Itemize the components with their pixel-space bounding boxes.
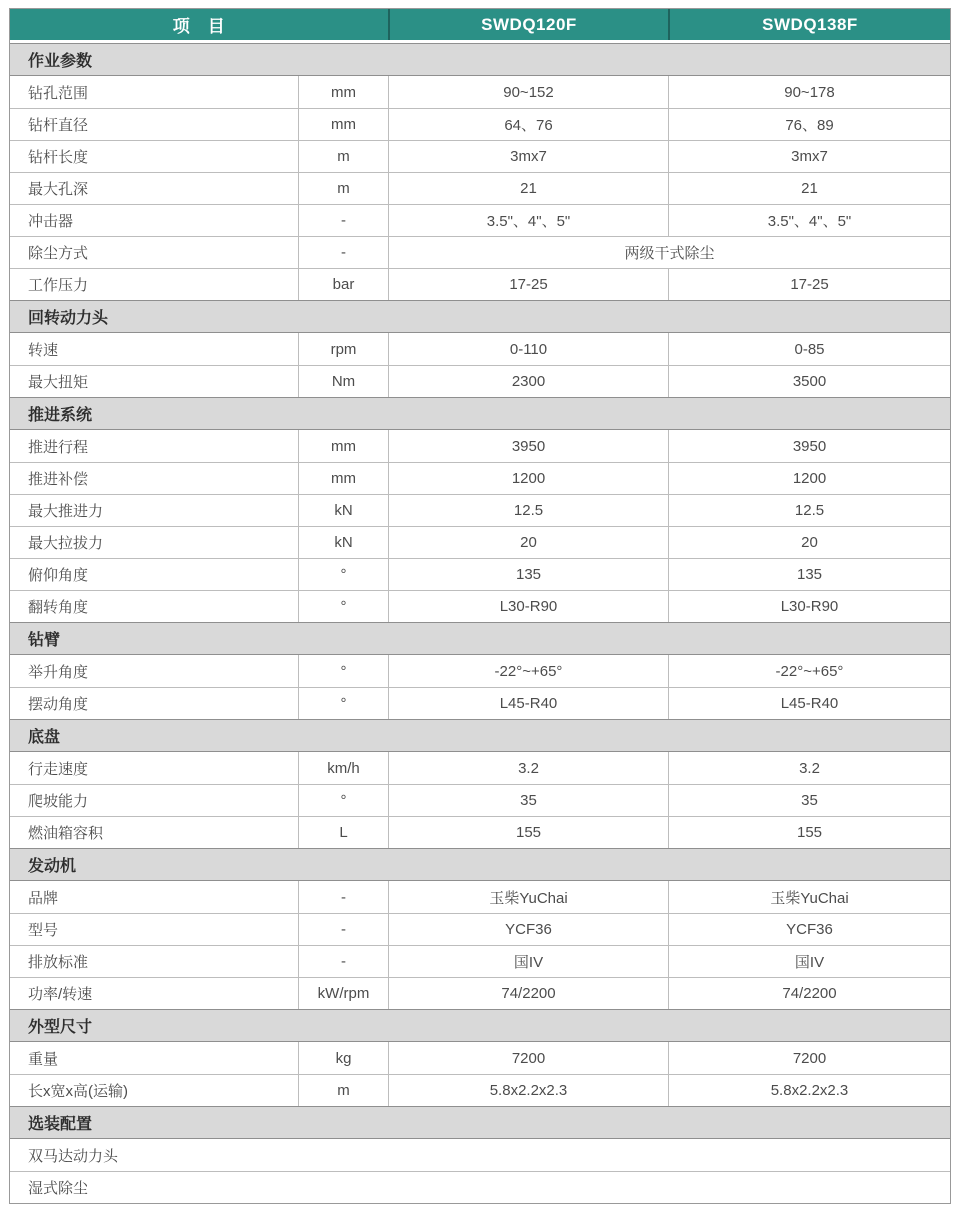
row-value-swdq120f: 90~152 <box>388 76 668 108</box>
row-label: 排放标准 <box>28 954 89 971</box>
row-unit: - <box>298 914 388 945</box>
table-row <box>10 687 950 719</box>
row-unit: - <box>298 946 388 977</box>
section-rows <box>10 655 950 719</box>
row-label: 最大推进力 <box>28 503 104 520</box>
row-unit: kN <box>298 495 388 526</box>
row-unit: ° <box>298 785 388 816</box>
row-unit: - <box>298 881 388 913</box>
row-label: 摆动角度 <box>28 696 89 713</box>
row-value-swdq138f: 74/2200 <box>668 978 950 1009</box>
row-unit: - <box>298 237 388 268</box>
row-value-swdq138f: 12.5 <box>668 495 950 526</box>
row-value-swdq138f: 3.2 <box>668 752 950 784</box>
row-value-swdq138f: 0-85 <box>668 333 950 365</box>
row-value-swdq120f: 155 <box>388 817 668 848</box>
row-value-swdq138f: 17-25 <box>668 269 950 300</box>
section-header: 回转动力头 <box>10 300 950 333</box>
section-rows <box>10 430 950 622</box>
row-label: 钻杆长度 <box>28 149 89 166</box>
table-row <box>10 430 950 462</box>
table-row <box>10 590 950 622</box>
row-value-swdq138f: 35 <box>668 785 950 816</box>
row-value-swdq120f: 64、76 <box>388 109 668 140</box>
row-value-swdq120f: -22°~+65° <box>388 655 668 687</box>
table-row <box>10 655 950 687</box>
row-value-swdq138f: 21 <box>668 173 950 204</box>
row-unit: kW/rpm <box>298 978 388 1009</box>
table-row <box>10 140 950 172</box>
row-value-swdq120f: 玉柴YuChai <box>388 881 668 913</box>
row-value-swdq138f: 76、89 <box>668 109 950 140</box>
row-unit: m <box>298 173 388 204</box>
row-unit: kN <box>298 527 388 558</box>
row-label: 爬坡能力 <box>28 793 89 810</box>
row-unit: mm <box>298 430 388 462</box>
row-label: 品牌 <box>28 889 59 907</box>
table-row <box>10 558 950 590</box>
row-value-swdq138f: L45-R40 <box>668 688 950 719</box>
row-value-swdq120f: 135 <box>388 559 668 590</box>
section-header: 选装配置 <box>10 1106 950 1139</box>
row-value-swdq138f: 135 <box>668 559 950 590</box>
row-label: 冲击器 <box>28 213 74 230</box>
row-label: 除尘方式 <box>28 245 89 262</box>
row-label: 钻杆直径 <box>28 117 89 134</box>
row-value-swdq138f: 玉柴YuChai <box>668 881 950 913</box>
header-model-swdq120f: SWDQ120F <box>388 9 668 40</box>
row-value-swdq120f: 74/2200 <box>388 978 668 1009</box>
row-value-swdq138f: YCF36 <box>668 914 950 945</box>
table-row <box>10 977 950 1009</box>
table-row <box>10 1074 950 1106</box>
row-value-swdq138f: -22°~+65° <box>668 655 950 687</box>
row-label: 钻孔范围 <box>28 84 89 102</box>
row-value-swdq120f: 17-25 <box>388 269 668 300</box>
table-row <box>10 236 950 268</box>
row-unit: ° <box>298 655 388 687</box>
row-value-swdq138f: 3.5"、4"、5" <box>668 205 950 236</box>
row-label: 转速 <box>28 341 59 359</box>
row-value-swdq120f: 3mx7 <box>388 141 668 172</box>
row-value-swdq120f: 20 <box>388 527 668 558</box>
row-value-swdq138f: 国IV <box>668 946 950 977</box>
row-value-swdq138f: 20 <box>668 527 950 558</box>
row-unit: bar <box>298 269 388 300</box>
table-row <box>10 881 950 913</box>
section-header: 推进系统 <box>10 397 950 430</box>
row-label: 举升角度 <box>28 663 89 681</box>
row-label: 燃油箱容积 <box>28 825 104 842</box>
table-row <box>10 76 950 108</box>
table-row <box>10 268 950 300</box>
row-label: 长x宽x高(运输) <box>28 1083 128 1100</box>
row-label: 俯仰角度 <box>28 567 89 584</box>
row-label: 推进行程 <box>28 438 89 456</box>
row-value-swdq138f: 3500 <box>668 366 950 397</box>
table-header-row <box>10 9 950 40</box>
row-label: 工作压力 <box>28 277 89 294</box>
section-rows <box>10 1042 950 1106</box>
row-value-swdq120f: 国IV <box>388 946 668 977</box>
row-label: 推进补偿 <box>28 471 89 488</box>
row-value-swdq138f: 5.8x2.2x2.3 <box>668 1075 950 1106</box>
row-value-swdq138f: 1200 <box>668 463 950 494</box>
table-row <box>10 913 950 945</box>
table-row <box>10 172 950 204</box>
table-row <box>10 1042 950 1074</box>
section-rows <box>10 752 950 848</box>
row-unit: L <box>298 817 388 848</box>
row-value-swdq120f: 35 <box>388 785 668 816</box>
row-unit: ° <box>298 688 388 719</box>
table-row <box>10 752 950 784</box>
section-header: 发动机 <box>10 848 950 881</box>
table-row <box>10 1171 950 1203</box>
row-unit: mm <box>298 76 388 108</box>
row-value-swdq120f: L30-R90 <box>388 591 668 622</box>
table-row <box>10 462 950 494</box>
row-value-swdq138f: 3mx7 <box>668 141 950 172</box>
table-row <box>10 526 950 558</box>
section-rows <box>10 76 950 300</box>
row-unit: Nm <box>298 366 388 397</box>
row-label: 翻转角度 <box>28 599 89 616</box>
section-header: 作业参数 <box>10 43 950 76</box>
row-label: 最大扭矩 <box>28 374 89 391</box>
row-value-swdq120f: YCF36 <box>388 914 668 945</box>
row-unit: mm <box>298 463 388 494</box>
row-value-swdq120f: 7200 <box>388 1042 668 1074</box>
section-header: 底盘 <box>10 719 950 752</box>
row-value-swdq138f: 155 <box>668 817 950 848</box>
row-value-swdq120f: 2300 <box>388 366 668 397</box>
row-label: 最大拉拔力 <box>28 535 104 552</box>
row-value-swdq138f: L30-R90 <box>668 591 950 622</box>
section-header: 钻臂 <box>10 622 950 655</box>
table-row <box>10 204 950 236</box>
table-row <box>10 945 950 977</box>
row-unit: ° <box>298 591 388 622</box>
table-row <box>10 333 950 365</box>
row-unit: ° <box>298 559 388 590</box>
section-rows <box>10 333 950 397</box>
section-rows <box>10 1139 950 1203</box>
row-value-swdq120f: 5.8x2.2x2.3 <box>388 1075 668 1106</box>
table-row <box>10 494 950 526</box>
section-rows <box>10 881 950 1009</box>
row-value-swdq120f: 3.5"、4"、5" <box>388 205 668 236</box>
row-label: 功率/转速 <box>28 986 93 1003</box>
row-value-swdq138f: 7200 <box>668 1042 950 1074</box>
row-label: 最大孔深 <box>28 181 89 198</box>
row-value-merged: 两级干式除尘 <box>388 237 950 268</box>
row-unit: rpm <box>298 333 388 365</box>
row-label: 湿式除尘 <box>28 1180 89 1197</box>
row-value-swdq120f: 0-110 <box>388 333 668 365</box>
table-row <box>10 365 950 397</box>
row-label: 行走速度 <box>28 760 89 778</box>
section-header: 外型尺寸 <box>10 1009 950 1042</box>
row-value-swdq120f: 3950 <box>388 430 668 462</box>
row-value-swdq138f: 90~178 <box>668 76 950 108</box>
row-value-swdq120f: 21 <box>388 173 668 204</box>
row-unit: - <box>298 205 388 236</box>
row-unit: m <box>298 141 388 172</box>
table-row <box>10 108 950 140</box>
row-unit: m <box>298 1075 388 1106</box>
row-value-swdq138f: 3950 <box>668 430 950 462</box>
row-value-swdq120f: 12.5 <box>388 495 668 526</box>
table-row <box>10 1139 950 1171</box>
table-row <box>10 816 950 848</box>
table-body <box>10 43 950 1203</box>
row-value-swdq120f: 3.2 <box>388 752 668 784</box>
row-unit: kg <box>298 1042 388 1074</box>
row-value-swdq120f: L45-R40 <box>388 688 668 719</box>
row-unit: mm <box>298 109 388 140</box>
row-value-swdq120f: 1200 <box>388 463 668 494</box>
row-label: 双马达动力头 <box>28 1147 119 1165</box>
row-unit: km/h <box>298 752 388 784</box>
row-label: 重量 <box>28 1050 59 1068</box>
header-model-swdq138f: SWDQ138F <box>668 9 950 40</box>
spec-table <box>9 8 951 1204</box>
row-label: 型号 <box>28 922 59 939</box>
table-row <box>10 784 950 816</box>
header-item-column: 项 目 <box>172 17 226 36</box>
